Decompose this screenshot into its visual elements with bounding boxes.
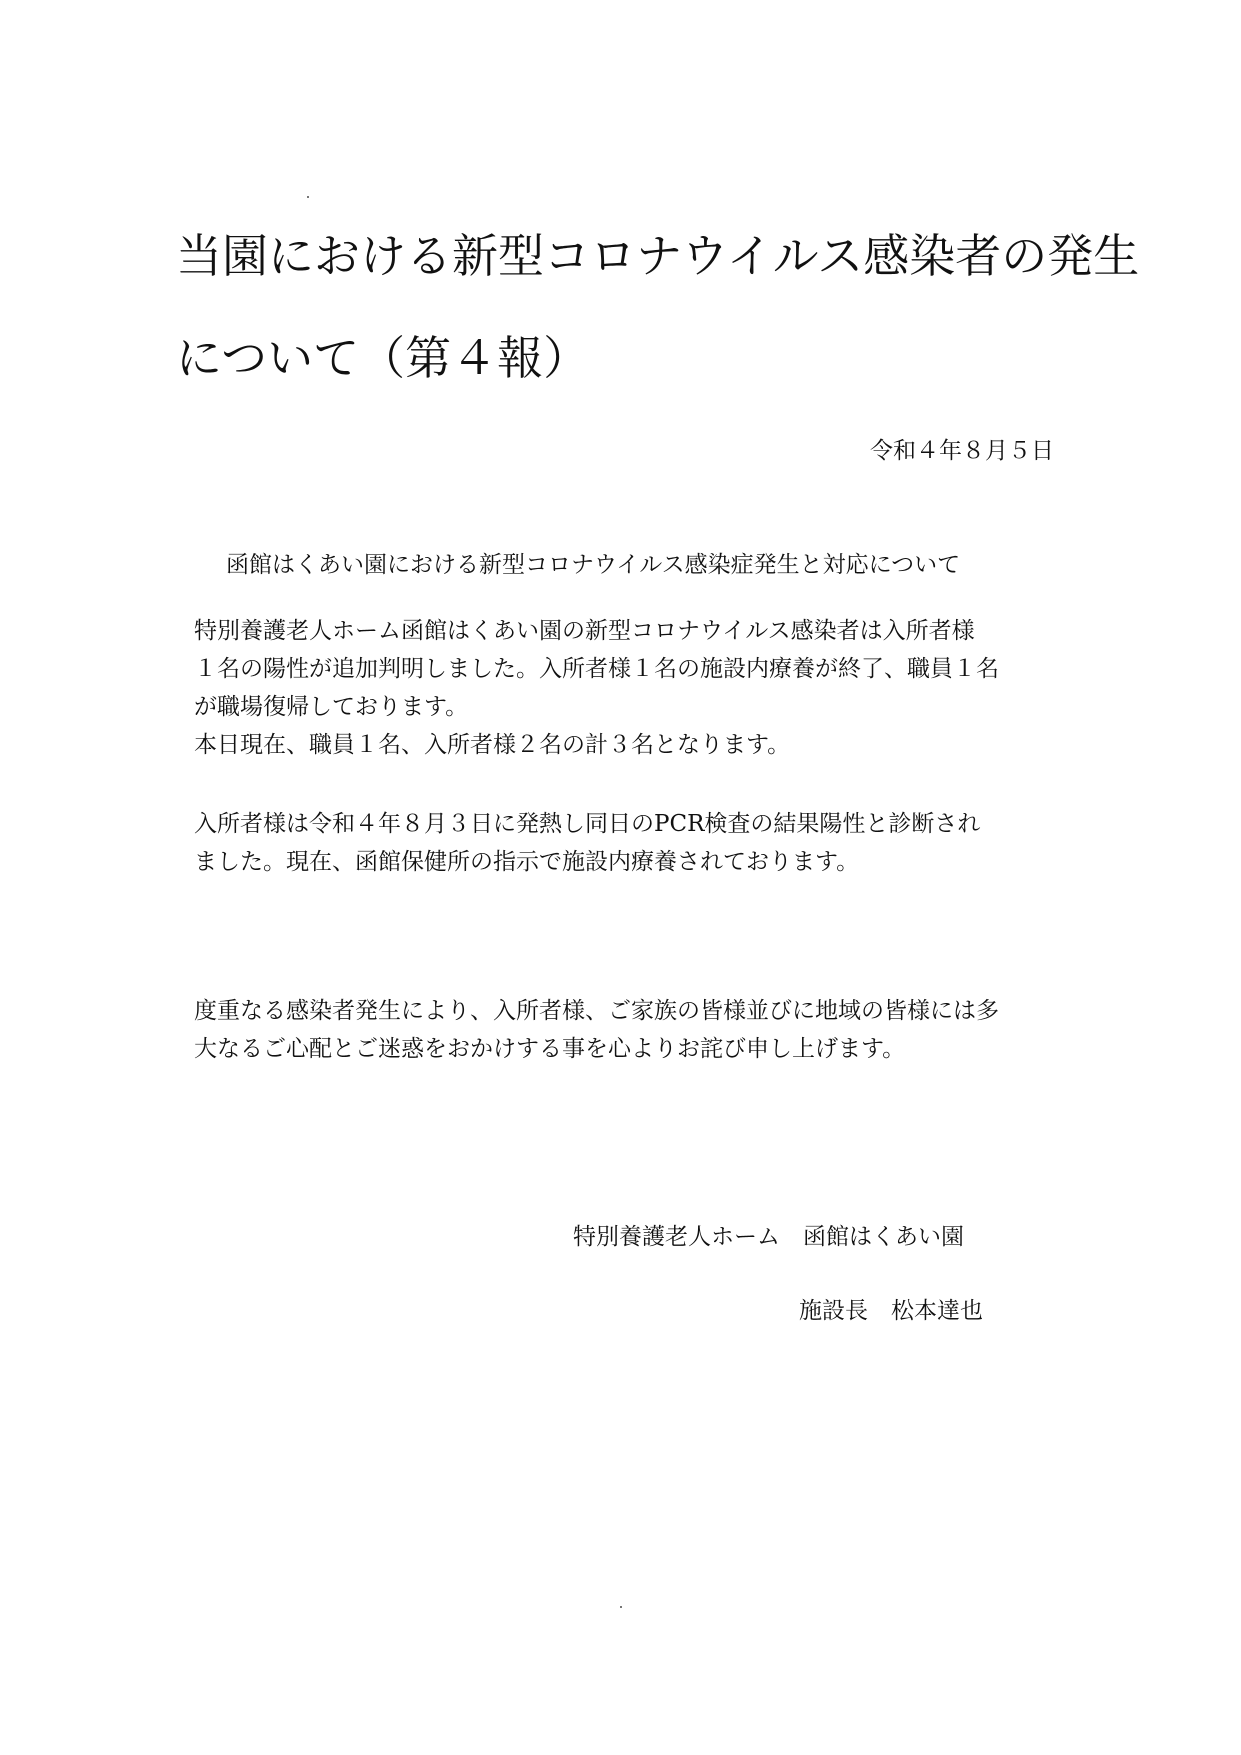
document-date: 令和４年８月５日 — [870, 438, 1054, 464]
signature-organization: 特別養護老人ホーム 函館はくあい園 — [573, 1224, 964, 1250]
paragraph-line: 特別養護老人ホーム函館はくあい園の新型コロナウイルス感染者は入所者様 — [194, 618, 975, 644]
scan-speck — [620, 1606, 622, 1608]
paragraph-apology — [194, 992, 1074, 1068]
title-line-2: について（第４報） — [176, 331, 590, 385]
signature-name: 施設長 松本達也 — [799, 1298, 983, 1324]
paragraph-line: 本日現在、職員１名、入所者様２名の計３名となります。 — [194, 732, 791, 758]
paragraph-details — [194, 805, 1074, 881]
paragraph-line: ました。現在、函館保健所の指示で施設内療養されております。 — [194, 849, 860, 875]
paragraph-line: 入所者様は令和４年８月３日に発熱し同日のPCR検査の結果陽性と診断され — [194, 811, 981, 837]
title-line-1: 当園における新型コロナウイルス感染者の発生 — [176, 229, 1140, 283]
paragraph-line: １名の陽性が追加判明しました。入所者様１名の施設内療養が終了、職員１名 — [194, 656, 999, 682]
document-subtitle: 函館はくあい園における新型コロナウイルス感染症発生と対応について — [226, 552, 961, 578]
paragraph-line: 度重なる感染者発生により、入所者様、ご家族の皆様並びに地域の皆様には多 — [194, 998, 999, 1024]
document-title — [176, 205, 1140, 409]
paragraph-status — [194, 612, 1074, 764]
paragraph-line: 大なるご心配とご迷惑をおかけする事を心よりお詫び申し上げます。 — [194, 1036, 906, 1062]
scan-speck — [307, 196, 309, 198]
paragraph-line: が職場復帰しております。 — [194, 694, 469, 720]
